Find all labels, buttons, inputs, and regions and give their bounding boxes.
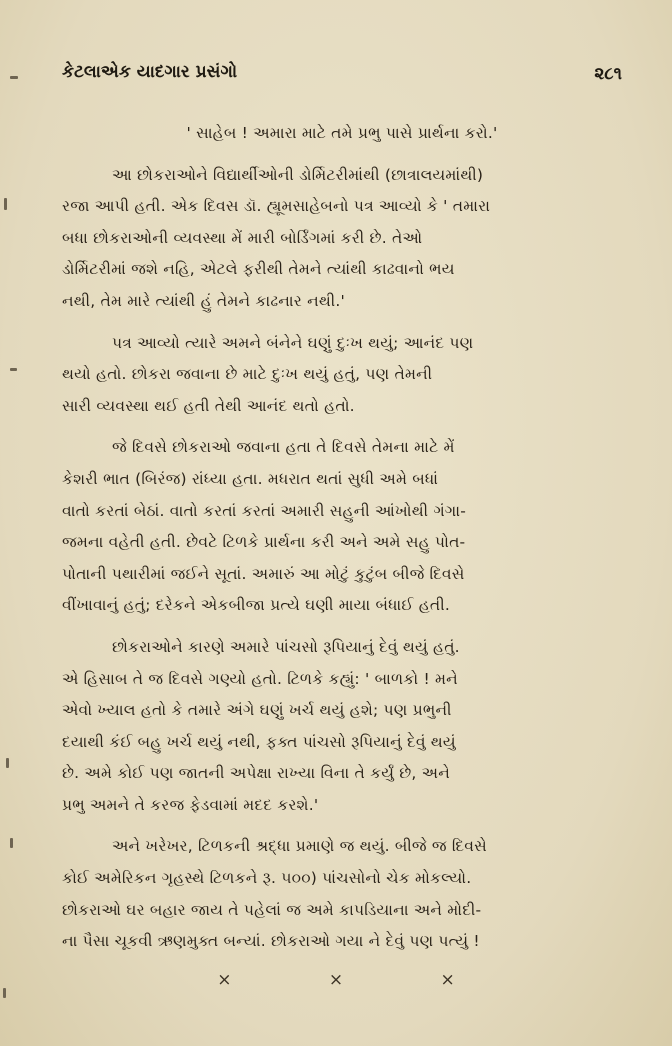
paragraph — [62, 831, 622, 957]
text-line: પોતાની પથારીમાં જઈને સૂતાં. અમારું આ મોટું કુટુંબ બીજે દિવસે — [62, 564, 465, 583]
separator-mark: × — [217, 970, 232, 990]
text-line: કોઈ અમેરિકન ગૃહસ્થે ટિળકને રૂ. ૫૦૦) પાંચસોનો ચેક મોકલ્યો. — [62, 869, 472, 888]
section-separator — [0, 970, 672, 990]
text-line: છોકરાઓને કારણે અમારે પાંચસો રૂપિયાનું દેવું થયું હતું. — [112, 637, 460, 656]
text-line: પ્રભુ અમને તે કરજ ફેડવામાં મદદ કરશે.' — [62, 795, 319, 814]
text-line: આ છોકરાઓને વિદ્યાર્થીઓની ડોર્મિટરીમાંથી (છાત્રાલયમાંથી) — [112, 165, 484, 184]
text-line: અને ખરેખર, ટિળકની શ્રદ્ધા પ્રમાણે જ થયું. બીજે જ દિવસે — [112, 837, 487, 856]
body-text — [62, 118, 622, 958]
running-title: કેટલાએક યાદગાર પ્રસંગો — [62, 62, 238, 82]
separator-mark: × — [328, 970, 344, 990]
paragraph-gap — [62, 821, 622, 831]
page-header — [62, 62, 622, 92]
text-line: છોકરાઓ ઘર બહાર જાય તે પહેલાં જ અમે કાપડિયાના અને મોદી- — [62, 900, 482, 919]
text-line: જે દિવસે છોકરાઓ જવાના હતા તે દિવસે તેમના માટે મેં — [112, 438, 455, 457]
text-line: ના પૈસા ચૂકવી ઋણમુક્ત બન્યાં. છોકરાઓ ગયા ને દેવું પણ પત્યું ! — [62, 932, 480, 951]
text-line: વાતો કરતાં બેઠાં. વાતો કરતાં કરતાં અમારી સહુની આંખોથી ગંગા- — [62, 501, 467, 520]
edge-mark — [10, 368, 17, 371]
text-line: રજા આપી હતી. એક દિવસ ડૉ. હ્યૂમસાહેબનો પત્ર આવ્યો કે ' તમારા — [62, 197, 491, 216]
text-line: જમના વહેતી હતી. છેવટે ટિળકે પ્રાર્થના કરી અને અમે સહુ પોત- — [62, 533, 466, 552]
text-line: થયો હતો. છોકરા જવાના છે માટે દુઃખ થયું હતું, પણ તેમની — [62, 365, 433, 384]
paragraph — [62, 432, 622, 622]
text-line: પત્ર આવ્યો ત્યારે અમને બંનેને ઘણું દુઃખ થયું; આનંદ પણ — [112, 333, 474, 352]
paragraph — [62, 118, 622, 150]
paragraph-gap — [62, 422, 622, 432]
paragraph-gap — [62, 150, 622, 160]
paragraph-gap — [62, 318, 622, 328]
text-line: કેશરી ભાત (બિરંજ) રાંધ્યા હતા. મધરાત થતાં સુધી અમે બધાં — [62, 469, 439, 488]
text-line: સારી વ્યવસ્થા થઈ હતી તેથી આનંદ થતો હતો. — [62, 396, 355, 415]
page-number: ૨૮૧ — [594, 64, 622, 84]
edge-mark — [4, 198, 7, 210]
edge-mark — [10, 76, 18, 79]
edge-mark — [6, 758, 9, 768]
paragraph — [62, 328, 622, 423]
text-line: ' સાહેબ ! અમારા માટે તમે પ્રભુ પાસે પ્રાર્થના કરો.' — [186, 124, 498, 142]
text-line: ડોર્મિટરીમાં જશે નહિ, એટલે ફરીથી તેમને ત્યાંથી કાઢવાનો ભય — [62, 260, 455, 279]
separator-mark: × — [440, 970, 455, 990]
text-line: બધા છોકરાઓની વ્યવસ્થા મેં મારી બોર્ડિંગમાં કરી છે. તેઓ — [62, 228, 423, 247]
paragraph — [62, 632, 622, 822]
text-line: નથી, તેમ મારે ત્યાંથી હું તેમને કાઢનાર નથી.' — [62, 291, 345, 310]
edge-mark — [10, 838, 13, 848]
text-line: એવો ખ્યાલ હતો કે તમારે અંગે ઘણું ખર્ચ થયું હશે; પણ પ્રભુની — [62, 701, 452, 720]
paragraph-gap — [62, 622, 622, 632]
text-line: દયાથી કંઈ બહુ ખર્ચ થયું નથી, ફક્ત પાંચસો રૂપિયાનું દેવું થયું — [62, 732, 456, 751]
paragraph — [62, 160, 622, 318]
text-line: વીંખાવાનું હતું; દરેકને એકબીજા પ્રત્યે ઘણી માયા બંધાઈ હતી. — [62, 596, 450, 615]
text-line: એ હિસાબ તે જ દિવસે ગણ્યો હતો. ટિળકે કહ્યું: ' બાળકો ! મને — [62, 669, 458, 688]
text-line: છે. અમે કોઈ પણ જાતની અપેક્ષા રાખ્યા વિના તે કર્યું છે, અને — [62, 764, 450, 783]
